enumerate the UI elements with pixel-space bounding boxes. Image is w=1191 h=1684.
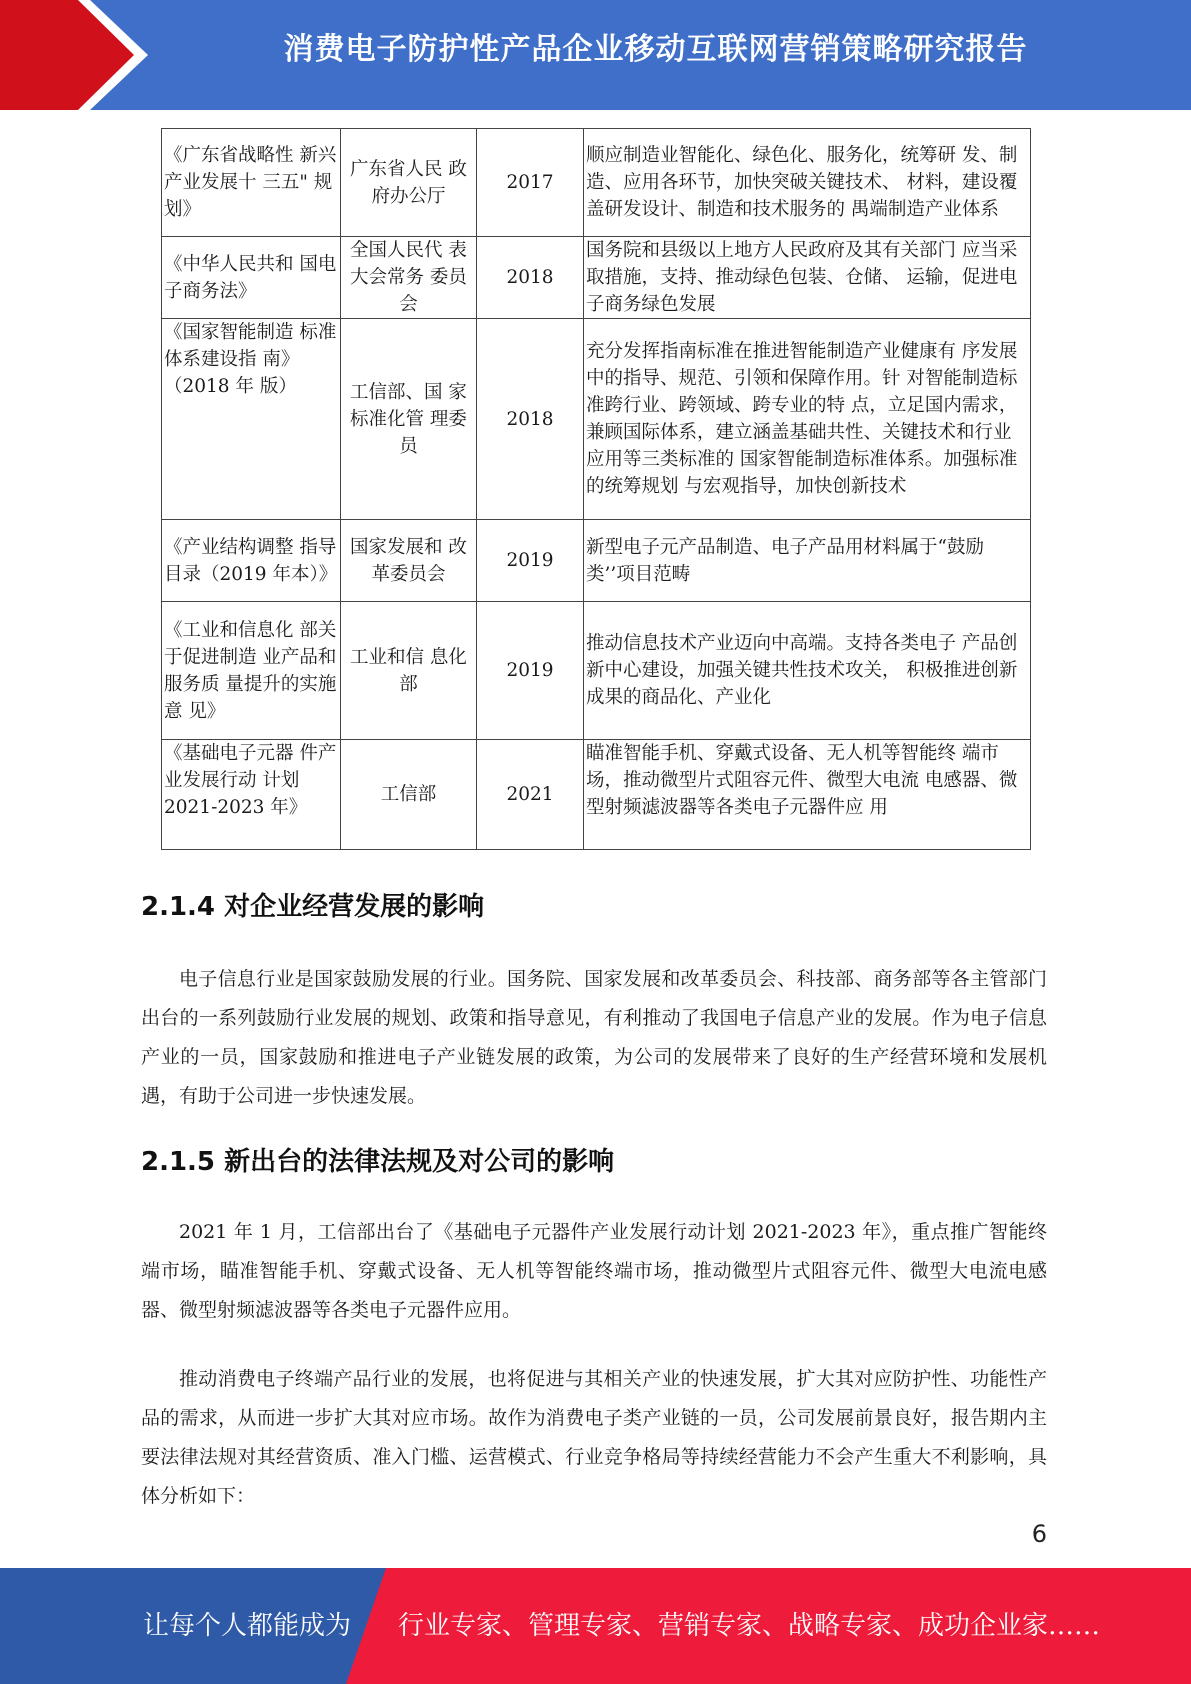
policy-year: 2018 (477, 319, 584, 520)
report-title: 消费电子防护性产品企业移动互联网营销策略研究报告 (283, 32, 1028, 67)
section-2-1-5-paragraph-2: 推动消费电子终端产品行业的发展，也将促进与其相关产业的快速发展，扩大其对应防护性、功能性产品的需求，从而进一步扩大其对应市场。故作为消费电子类产业链的一员，公司发展前景良好，报告期内主要法律法规对其经营资质、准入门槛、运营模式、行业竞争格局等持续经营能力不会产生重大不利影响，具体分析如下： (141, 1368, 1047, 1507)
policy-issuer: 工业和信 息化部 (341, 602, 477, 740)
policy-year: 2018 (477, 237, 584, 319)
policy-content: 国务院和县级以上地方人民政府及其有关部门 应当采取措施，支持、推动绿色包装、仓储、 运输，促进电子商务绿色发展 (584, 237, 1031, 319)
policy-year: 2019 (477, 602, 584, 740)
policy-content: 顺应制造业智能化、绿色化、服务化，统筹研 发、制造、应用各环节，加快突破关键技术、 材料，建设覆盖研发设计、制造和技术服务的 禺端制造产业体系 (584, 129, 1031, 237)
table-row (162, 129, 1031, 237)
section-heading-2-1-4: 2.1.4 对企业经营发展的影响 (141, 892, 485, 922)
table-row (162, 520, 1031, 602)
policy-year: 2019 (477, 520, 584, 602)
policy-issuer: 国家发展和 改革委员会 (341, 520, 477, 602)
section-heading-2-1-5: 2.1.5 新出台的法律法规及对公司的影响 (141, 1147, 615, 1177)
policy-issuer: 工信部、国 家标准化管 理委员 (341, 319, 477, 520)
policy-issuer: 广东省人民 政府办公厅 (341, 129, 477, 237)
policy-name: 《工业和信息化 部关于促进制造 业产品和服务质 量提升的实施意 见》 (162, 602, 341, 740)
policy-name: 《产业结构调整 指导目录（2019 年本）》 (162, 520, 341, 602)
policy-content: 充分发挥指南标准在推进智能制造产业健康有 序发展中的指导、规范、引领和保障作用。针 对智能制造标准跨行业、跨领域、跨专业的特 点，立足国内需求，兼顾国际体系，建立涵盖基础共性、关键技术和行业应用等三类标准的 国家智能制造标准体系。加强标准的统筹规划 与宏观指导，加快创新技术 (584, 319, 1031, 520)
policy-issuer: 全国人民代 表大会常务 委员会 (341, 237, 477, 319)
footer-slogan-left: 让每个人都能成为 (143, 1611, 352, 1641)
policy-name: 《中华人民共和 国电子商务法》 (162, 237, 341, 319)
table-row (162, 319, 1031, 520)
policy-year: 2017 (477, 129, 584, 237)
policy-content: 新型电子元产品制造、电子产品用材料属于“鼓励类’’项目范畴 (584, 520, 1031, 602)
policy-name: 《国家智能制造 标准体系建设指 南》（2018 年 版） (162, 319, 341, 520)
policy-content: 瞄准智能手机、穿戴式设备、无人机等智能终 端市场，推动微型片式阻容元件、微型大电流 电感器、微型射频滤波器等各类电子元器件应 用 (584, 740, 1031, 850)
policy-table (161, 128, 1031, 850)
section-2-1-4-paragraph: 电子信息行业是国家鼓励发展的行业。国务院、国家发展和改革委员会、科技部、商务部等各主管部门出台的一系列鼓励行业发展的规划、政策和指导意见，有利推动了我国电子信息产业的发展。作为电子信息产业的一员，国家鼓励和推进电子产业链发展的政策，为公司的发展带来了良好的生产经营环境和发展机遇，有助于公司进一步快速发展。 (141, 968, 1047, 1107)
page-header (0, 0, 1191, 110)
policy-year: 2021 (477, 740, 584, 850)
table-row (162, 237, 1031, 319)
page-number: 6 (1031, 1520, 1047, 1548)
policy-issuer: 工信部 (341, 740, 477, 850)
table-row (162, 740, 1031, 850)
table-row (162, 602, 1031, 740)
page-footer (0, 1568, 1191, 1684)
policy-name: 《广东省战略性 新兴产业发展十 三五" 规划》 (162, 129, 341, 237)
policy-content: 推动信息技术产业迈向中高端。支持各类电子 产品创新中心建设，加强关键共性技术攻关， 积极推进创新成果的商品化、产业化 (584, 602, 1031, 740)
section-2-1-5-paragraph-1: 2021 年 1 月，工信部出台了《基础电子元器件产业发展行动计划 2021-2023 年》，重点推广智能终端市场，瞄准智能手机、穿戴式设备、无人机等智能终端市场，推动微型片式阻容元件、微型大电流电感器、微型射频滤波器等各类电子元器件应用。 (141, 1221, 1047, 1321)
footer-slogan-right: 行业专家、管理专家、营销专家、战略专家、成功企业家…… (398, 1611, 1101, 1641)
policy-name: 《基础电子元器 件产业发展行动 计划 2021-2023 年》 (162, 740, 341, 850)
